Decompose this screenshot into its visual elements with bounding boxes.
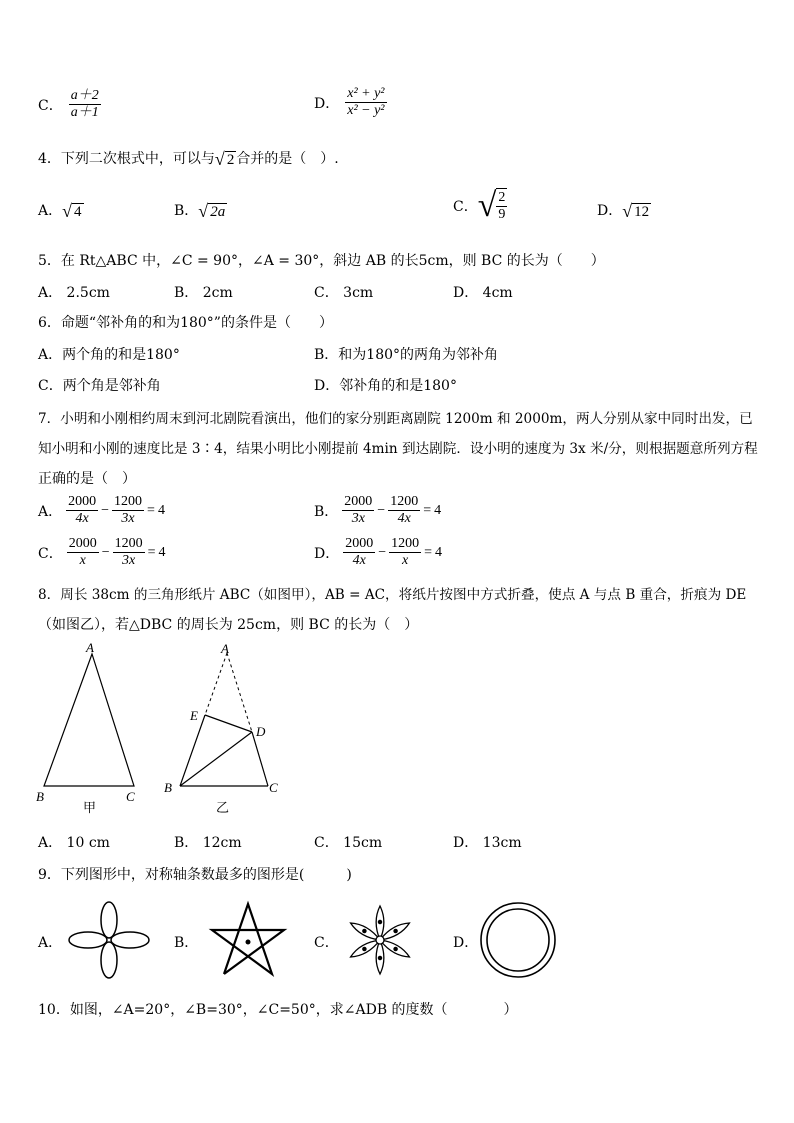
q7-b-equation: $\frac{2000}{3x}$ − $\frac{1200}{4x}$ = 4	[344, 494, 442, 527]
q8-figure-jia	[30, 640, 150, 820]
q4-stem-radicand: 2	[226, 151, 235, 168]
q6-option-c: C．两个角是邻补角	[38, 378, 161, 394]
four-petal-flower-icon	[66, 900, 152, 980]
fold-ed	[205, 715, 252, 732]
q7-d-den2: x	[402, 553, 409, 569]
label-a: A	[221, 641, 229, 656]
q9-option-d-label: D．	[453, 935, 479, 951]
q4-c-numerator: 2	[496, 190, 507, 207]
q7-a-num2: 1200	[112, 494, 144, 511]
q7-a-den1: 4x	[75, 511, 89, 527]
q7-b-num1: 2000	[342, 494, 374, 511]
q4-stem-post: 合并的是（ ）.	[236, 151, 339, 167]
q3-c-numerator: a＋2	[69, 88, 101, 105]
label-b: B	[36, 789, 44, 804]
q4-c-denominator: 9	[498, 207, 506, 223]
q7-a-equation: $\frac{2000}{4x}$ − $\frac{1200}{3x}$ = 4	[68, 494, 165, 527]
q7-c-num2: 1200	[113, 536, 145, 553]
q9-stem: 9．下列图形中，对称轴条数最多的图形是( )	[38, 867, 352, 883]
q7-d-rhs: 4	[435, 544, 443, 560]
q4-d-label: D．	[597, 203, 623, 219]
q4-option-a	[38, 200, 84, 220]
q3-d-fraction	[345, 86, 386, 119]
segment-dc	[252, 732, 268, 786]
q7-b-den2: 4x	[397, 511, 411, 527]
segment-eb	[180, 715, 205, 786]
q5-stem: 5．在 Rt△ABC 中，∠C = 90°，∠A = 30°，斜边 AB 的长5cm，则 BC 的长为（ ）	[38, 253, 605, 269]
q7-option-c	[38, 536, 166, 569]
six-petal-flower-icon	[342, 900, 418, 980]
q3-option-d	[314, 86, 387, 119]
q7-a-num1: 2000	[66, 494, 98, 511]
q4-b-label: B．	[174, 203, 199, 219]
q8-line-1: 8．周长 38cm 的三角形纸片 ABC（如图甲），AB = AC，将纸片按图中方式折叠，使点 A 与点 B 重合，折痕为 DE	[38, 587, 747, 603]
q5-option-d: D． 4cm	[453, 285, 513, 301]
q6-option-a: A．两个角的和是180°	[38, 347, 180, 363]
q8-option-c: C． 15cm	[314, 835, 383, 851]
q7-a-label: A．	[38, 503, 63, 520]
q7-b-rhs: 4	[434, 502, 442, 518]
label-e: E	[190, 708, 198, 723]
q7-b-num2: 1200	[388, 494, 420, 511]
q4-b-radical: √ 2a	[198, 201, 226, 221]
caption-yi: 乙	[216, 801, 230, 816]
q8-option-b: B． 12cm	[174, 835, 242, 851]
label-b: B	[164, 780, 172, 795]
q7-d-label: D．	[314, 545, 340, 562]
q4-option-d	[597, 200, 651, 220]
q7-line-2: 知小明和小刚的速度比是 3∶4，结果小明比小刚提前 4min 到达剧院．设小明的速度为 3x 米/分，则根据题意所列方程	[38, 441, 758, 457]
q7-a-den2: 3x	[121, 511, 135, 527]
q5-option-a: A． 2.5cm	[38, 285, 110, 301]
q9-option-c-label: C．	[314, 935, 339, 951]
q4-d-radicand: 12	[634, 203, 650, 220]
q4-a-radical: √ 4	[62, 201, 82, 221]
q4-c-radical-sign: √	[477, 187, 497, 225]
q7-d-equation: $\frac{2000}{4x}$ − $\frac{1200}{x}$ = 4	[345, 536, 443, 569]
q7-d-den1: 4x	[352, 553, 366, 569]
q7-a-rhs: 4	[157, 502, 165, 518]
q9-option-a-label: A．	[38, 935, 63, 951]
q3-option-c	[38, 88, 101, 121]
q7-d-num1: 2000	[343, 536, 375, 553]
q8-option-a: A． 10 cm	[38, 835, 110, 851]
triangle-abc	[44, 654, 134, 786]
q7-c-num1: 2000	[67, 536, 99, 553]
q6-option-b: B．和为180°的两角为邻补角	[314, 347, 499, 363]
pentagram-star-icon	[206, 900, 290, 978]
q4-c-label: C．	[453, 198, 478, 215]
q6-option-d: D．邻补角的和是180°	[314, 378, 457, 394]
q7-c-den1: x	[79, 553, 86, 569]
q4-stem	[38, 148, 339, 168]
label-a: A	[86, 640, 94, 655]
q4-b-radicand: 2a	[210, 203, 226, 220]
label-c: C	[126, 789, 135, 804]
label-c: C	[269, 780, 278, 795]
q8-figure-yi	[160, 640, 290, 820]
q3-c-fraction	[69, 88, 101, 121]
caption-jia: 甲	[83, 801, 97, 816]
q4-option-c	[453, 188, 507, 223]
q5-option-b: B． 2cm	[174, 285, 233, 301]
q5-option-c: C． 3cm	[314, 285, 374, 301]
q8-option-d: D． 13cm	[453, 835, 522, 851]
dashed-ac	[227, 653, 252, 732]
q8-line-2: （如图乙），若△DBC 的周长为 25cm，则 BC 的长为（ ）	[38, 617, 419, 633]
segment-bd	[180, 732, 252, 786]
q7-c-label: C．	[38, 545, 63, 562]
q7-option-d	[314, 536, 442, 569]
q7-option-a	[38, 494, 165, 527]
q4-c-fraction	[496, 188, 507, 223]
q3-d-label: D．	[314, 95, 340, 112]
q4-d-radical: √ 12	[622, 201, 650, 221]
q7-line-3: 正确的是（ ）	[38, 471, 136, 487]
label-d: D	[256, 724, 266, 739]
q3-c-denominator: a＋1	[70, 105, 99, 121]
q4-a-label: A．	[38, 203, 63, 219]
q4-stem-radical: √ 2	[214, 149, 235, 169]
q7-b-label: B．	[314, 503, 339, 520]
q7-option-b	[314, 494, 441, 527]
q4-a-radicand: 4	[74, 203, 82, 220]
q3-d-denominator: x² − y²	[347, 103, 385, 119]
concentric-rings-icon	[477, 900, 559, 980]
dashed-ab	[205, 653, 227, 715]
q7-c-rhs: 4	[158, 544, 166, 560]
q3-d-numerator: x² + y²	[345, 86, 386, 103]
q7-d-num2: 1200	[389, 536, 421, 553]
q4-option-b	[174, 200, 227, 220]
q7-c-den2: 3x	[122, 553, 136, 569]
q10-stem: 10．如图，∠A=20°，∠B=30°，∠C=50°，求∠ADB 的度数（ ）	[38, 1002, 518, 1018]
q7-line-1: 7．小明和小刚相约周末到河北剧院看演出，他们的家分别距离剧院 1200m 和 2000m，两人分别从家中同时出发，已	[38, 411, 753, 427]
q7-c-equation: $\frac{2000}{x}$ − $\frac{1200}{3x}$ = 4	[68, 536, 166, 569]
q7-b-den1: 3x	[351, 511, 365, 527]
q6-stem: 6．命题“邻补角的和为180°”的条件是（ ）	[38, 315, 333, 331]
q4-stem-pre: 4．下列二次根式中，可以与	[38, 151, 215, 167]
q3-c-label: C．	[38, 97, 63, 114]
q9-option-b-label: B．	[174, 935, 199, 951]
